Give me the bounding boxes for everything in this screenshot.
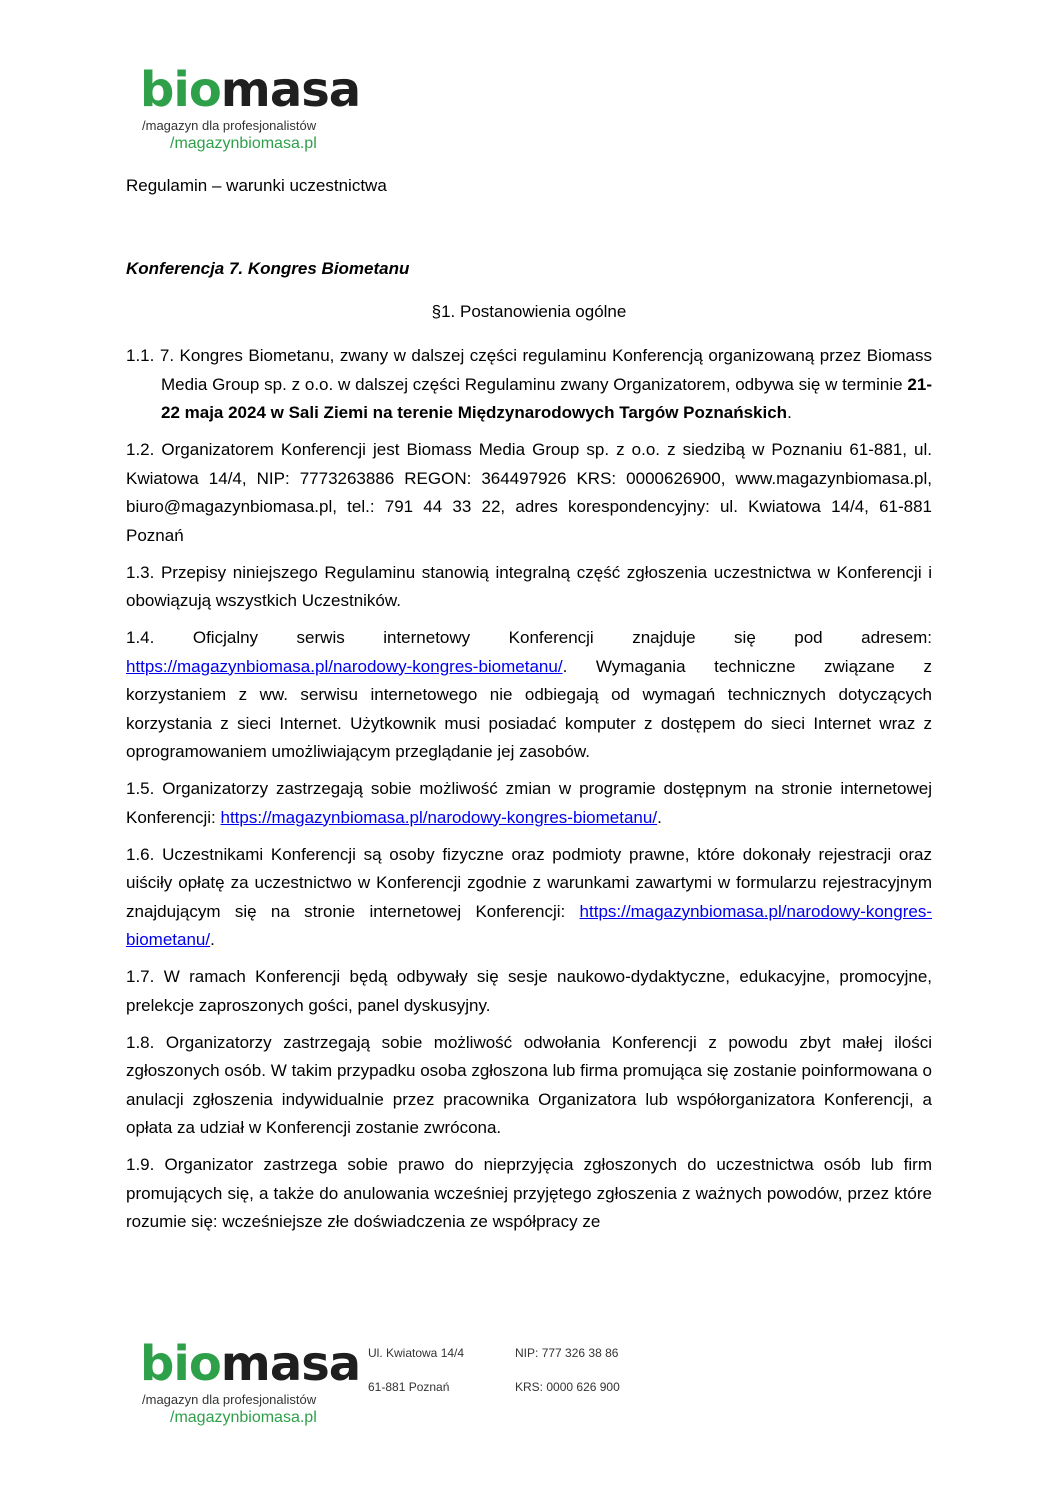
- paragraph-1-3: 1.3. Przepisy niniejszego Regulaminu stanowią integralną część zgłoszenia uczestnictwa w Konferencji i obowiązują wszystkich Uczestników.: [126, 562, 932, 610]
- footer-logo-url: /magazynbiomasa.pl: [170, 1409, 317, 1426]
- conference-website-link[interactable]: https://magazynbiomasa.pl/narodowy-kongres-biometanu/: [220, 807, 658, 827]
- footer-biomasa-logo: [140, 1336, 361, 1428]
- paragraph-1-8: 1.8. Organizatorzy zastrzegają sobie możliwość odwołania Konferencji z powodu zbyt małej ilości zgłoszonych osób. W takim przypadku osoba zgłoszona lub firma promująca się zostanie poinformowana o anulacji zgłoszenia indywidualnie przez pracownika Organizatora lub współorganizatora Konferencji, a opłata za udział w Konferencji zostanie zwrócona.: [126, 1032, 932, 1137]
- footer-city: 61-881 Poznań: [368, 1380, 450, 1394]
- logo-wordmark: biomasa: [140, 62, 361, 118]
- footer-street: Ul. Kwiatowa 14/4: [368, 1346, 465, 1360]
- logo-tagline: /magazyn dla profesjonalistów: [142, 118, 317, 133]
- paragraph-1-5: 1.5. Organizatorzy zastrzegają sobie możliwość zmian w programie dostępnym na stronie internetowej Konferencji: https://magazynbiomasa.pl/narodowy-kongres-biometanu/.: [126, 779, 932, 827]
- paragraph-1-9: 1.9. Organizator zastrzega sobie prawo do nieprzyjęcia zgłoszonych do uczestnictwa osób lub firm promujących się, a także do anulowania wcześniej przyjętego zgłoszenia z ważnych powodów, przez które rozumie się: wcześniejsze złe doświadczenia ze współpracy ze: [126, 1155, 932, 1231]
- conference-website-link[interactable]: https://magazynbiomasa.pl/narodowy-kongres-biometanu/: [126, 901, 932, 949]
- footer-nip: NIP: 777 326 38 86: [515, 1346, 619, 1360]
- paragraph-1-6: 1.6. Uczestnikami Konferencji są osoby fizyczne oraz podmioty prawne, które dokonały rejestracji oraz uiściły opłatę za uczestnictwo w Konferencji zgodnie z warunkami zawartymi w formularzu rejestracyjnym znajdującym się na stronie internetowej Konferencji: https://magazynbiomasa.pl/narodowy-kongres-biometanu/.: [126, 844, 932, 949]
- regulations-body: [126, 342, 932, 1245]
- paragraph-1-4: 1.4. Oficjalny serwis internetowy Konferencji znajduje się pod adresem: https://magazynbiomasa.pl/narodowy-kongres-biometanu/. Wymagania techniczne związane z korzystaniem z ww. serwisu internetowego nie odbiegają od wymagań technicznych dotyczących korzystania z sieci Internet. Użytkownik musi posiadać komputer z dostępem do sieci Internet wraz z oprogramowaniem umożliwiającym przeglądanie jej zasobów.: [126, 628, 932, 761]
- biomasa-logo: [140, 62, 361, 154]
- footer-logo-tagline: /magazyn dla profesjonalistów: [142, 1392, 317, 1407]
- footer-krs: KRS: 0000 626 900: [515, 1380, 620, 1394]
- document-title: Regulamin – warunki uczestnictwa: [126, 176, 387, 195]
- paragraph-1-2: 1.2. Organizatorem Konferencji jest Biomass Media Group sp. z o.o. z siedzibą w Poznaniu 61-881, ul. Kwiatowa 14/4, NIP: 7773263886 REGON: 364497926 KRS: 0000626900, www.magazynbiomasa.pl, biuro@magazynbiomasa.pl, tel.: 791 44 33 22, adres korespondencyjny: ul. Kwiatowa 14/4, 61-881 Poznań: [126, 440, 932, 545]
- logo-url: /magazynbiomasa.pl: [170, 135, 317, 152]
- section-heading: §1. Postanowienia ogólne: [431, 302, 627, 321]
- paragraph-1-1: 1.1. 7. Kongres Biometanu, zwany w dalszej części regulaminu Konferencją organizowaną przez Biomass Media Group sp. z o.o. w dalszej części Regulaminu zwany Organizatorem, odbywa się w terminie 21-22 maja 2024 w Sali Ziemi na terenie Międzynarodowych Targów Poznańskich.: [126, 346, 932, 422]
- conference-website-link[interactable]: https://magazynbiomasa.pl/narodowy-kongres-biometanu/: [126, 656, 563, 676]
- paragraph-1-7: 1.7. W ramach Konferencji będą odbywały się sesje naukowo-dydaktyczne, edukacyjne, promocyjne, prelekcje zaproszonych gości, panel dyskusyjny.: [126, 967, 932, 1015]
- conference-title: Konferencja 7. Kongres Biometanu: [126, 259, 410, 278]
- footer-logo-wordmark: biomasa: [140, 1336, 361, 1392]
